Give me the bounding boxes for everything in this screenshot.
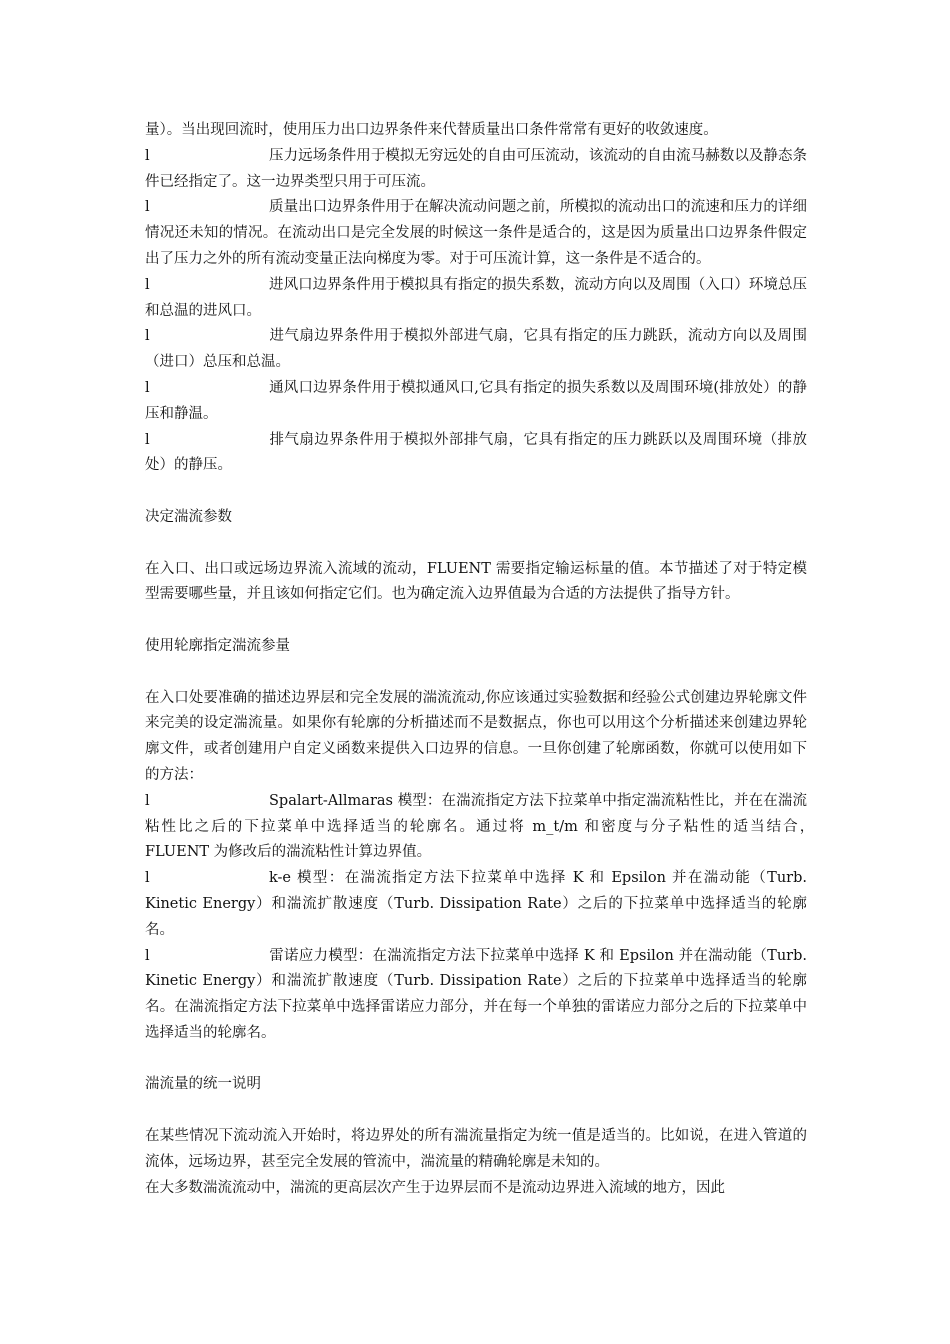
list-item-pressure-far-field [145,144,807,196]
list-item-spalart-allmaras [145,789,822,866]
list-item-text: 进气扇边界条件用于模拟外部进气扇，它具有指定的压力跳跃，流动方向以及周围（进口）总压和总温。 [145,328,807,371]
paragraph-turbulence-intro: 在入口、出口或远场边界流入流域的流动，FLUENT 需要指定输运标量的值。本节描述了对于特定模型需要哪些量，并且该如何指定它们。也为确定流入边界值最为合适的方法提供了指导方针。 [145,560,807,603]
bullet-marker: l [145,431,150,448]
list-item-text: 雷诺应力模型：在湍流指定方法下拉菜单中选择 K 和 Epsilon 并在湍动能（Turb. Kinetic Energy）和湍流扩散速度（Turb. Dissipation Rate）之后的下拉菜单中选择适当的轮廓名。在湍流指定方法下拉菜单中选择雷诺应力部分，并在每一个单独的雷诺应力部分之后的下拉菜单中选择适当的轮廓名。 [145,947,807,1041]
list-item-text: 进风口边界条件用于模拟具有指定的损失系数，流动方向以及周围（入口）环境总压和总温的进风口。 [145,276,807,319]
list-item-text: 排气扇边界条件用于模拟外部排气扇，它具有指定的压力跳跃以及周围环境（排放处）的静压。 [145,431,807,474]
paragraph-uniform: 在某些情况下流动流入开始时，将边界处的所有湍流量指定为统一值是适当的。比如说，在进入管道的流体，远场边界，甚至完全发展的管流中，湍流量的精确轮廓是未知的。 [145,1128,807,1170]
section-heading-uniform: 湍流量的统一说明 [145,1076,261,1093]
bullet-marker: l [145,199,150,216]
list-item-text: 压力远场条件用于模拟无穷远处的自由可压流动，该流动的自由流马赫数以及静态条件已经指定了。这一边界类型只用于可压流。 [145,147,807,190]
list-item-reynolds-stress [145,944,807,1047]
list-item-intake-fan [145,324,807,376]
list-item-text: Spalart-Allmaras 模型：在湍流指定方法下拉菜单中指定湍流粘性比，并在在湍流粘性比之后的下拉菜单中选择适当的轮廓名。通过将 m_t/m 和密度与分子粘性的适当结合， FLUENT 为修改后的湍流粘性计算边界值。 [145,792,822,861]
list-item-mass-outlet [145,195,807,272]
paragraph-boundary-layer: 在大多数湍流流动中，湍流的更高层次产生于边界层而不是流动边界进入流域的地方，因此 [145,1179,725,1196]
list-item-text: 通风口边界条件用于模拟通风口,它具有指定的损失系数以及周围环境(排放处）的静压和静温。 [145,379,807,422]
list-item-inlet-vent [145,273,807,325]
paragraph-profiles: 在入口处要准确的描述边界层和完全发展的湍流流动,你应该通过实验数据和经验公式创建边界轮廓文件来完美的设定湍流量。如果你有轮廓的分析描述而不是数据点，你也可以用这个分析描述来创建边界轮廓文件，或者创建用户自定义函数来提供入口边界的信息。一旦你创建了轮廓函数，你就可以使用如下的方法： [145,689,807,783]
bullet-marker: l [145,276,150,293]
bullet-marker: l [145,870,150,887]
section-heading-profiles: 使用轮廓指定湍流参量 [145,637,290,654]
paragraph-continuation: 量）。当出现回流时，使用压力出口边界条件来代替质量出口条件常常有更好的收敛速度。 [145,122,718,138]
document-body [145,118,822,1201]
list-item-k-e-model [145,866,807,943]
bullet-marker: l [145,947,150,964]
bullet-marker: l [145,379,150,396]
list-item-outlet-vent [145,376,807,428]
bullet-marker: l [145,328,150,345]
list-item-text: 质量出口边界条件用于在解决流动问题之前，所模拟的流动出口的流速和压力的详细情况还未知的情况。在流动出口是完全发展的时候这一条件是适合的，这是因为质量出口边界条件假定出了压力之外的所有流动变量正法向梯度为零。对于可压流计算，这一条件是不适合的。 [145,199,807,267]
bullet-marker: l [145,147,150,164]
section-heading-turbulence-params: 决定湍流参数 [145,508,232,525]
list-item-exhaust-fan [145,428,807,480]
list-item-text: k-e 模型：在湍流指定方法下拉菜单中选择 K 和 Epsilon 并在湍动能（Turb. Kinetic Energy）和湍流扩散速度（Turb. Dissipation Rate）之后的下拉菜单中选择适当的轮廓名。 [145,870,807,938]
bullet-marker: l [145,792,150,809]
